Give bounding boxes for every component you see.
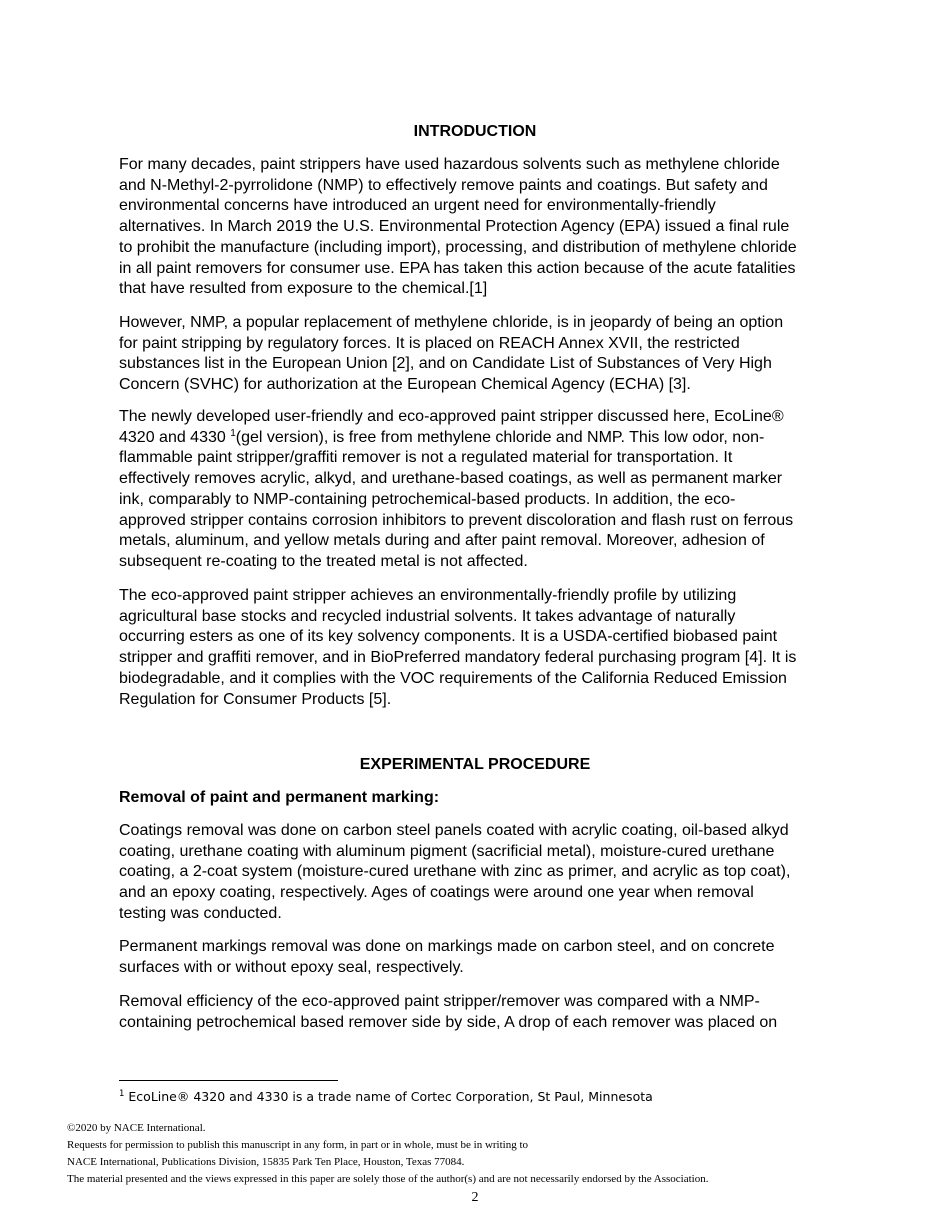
text-line: and an epoxy coating, respectively. Ages of coatings were around one year when removal (119, 884, 754, 902)
text-line: in all paint removers for consumer use. EPA has taken this action because of the acute fatalities (119, 259, 796, 277)
text-line: The eco-approved paint stripper achieves an environmentally-friendly profile by utilizing (119, 587, 737, 604)
text-line: flammable paint stripper/graffiti remover is not a regulated material for transportation. It (119, 449, 733, 467)
text-line: stripper and graffiti remover, and in BioPreferred mandatory federal purchasing program [4]. It is (119, 649, 797, 667)
text-line: and N-Methyl-2-pyrrolidone (NMP) to effectively remove paints and coatings. But safety and (119, 176, 768, 194)
text-line: Permanent markings removal was done on markings made on carbon steel, and on concrete (119, 938, 775, 955)
introduction-heading: INTRODUCTION (413, 123, 537, 140)
text-fragment: 4320 and 4330 (119, 428, 231, 446)
text-line: coating, urethane coating with aluminum pigment (sacrificial metal), moisture-cured urethane (119, 842, 775, 860)
legal-line: Requests for permission to publish this manuscript in any form, in part or in whole, must be in writing to (67, 1139, 529, 1151)
legal-line: The material presented and the views expressed in this paper are solely those of the author(s) and are not necessarily endorsed by the Association. (67, 1173, 709, 1185)
footnote (119, 1089, 653, 1104)
footnote-marker: 1 (119, 1089, 125, 1099)
text-line: occurring esters as one of its key solvency components. It is a USDA-certified biobased paint (119, 628, 778, 646)
text-line: testing was conducted. (119, 904, 282, 922)
text-line: Concern (SVHC) for authorization at the European Chemical Agency (ECHA) [3]. (119, 376, 691, 394)
footnote-text: EcoLine® 4320 and 4330 is a trade name of Cortec Corporation, St Paul, Minnesota (124, 1089, 653, 1104)
experimental-paragraph-1 (119, 821, 835, 925)
text-line: ink, comparably to NMP-containing petrochemical-based products. In addition, the eco- (119, 490, 736, 508)
copyright-notice (67, 1120, 708, 1188)
text-line: surfaces with or without epoxy seal, respectively. (119, 958, 464, 976)
text-line: effectively removes acrylic, alkyd, and urethane-based coatings, as well as permanent marker (119, 470, 783, 488)
footnote-reference: 1 (230, 427, 236, 439)
text-line: The newly developed user-friendly and eco-approved paint stripper discussed here, EcoLine® (119, 408, 784, 425)
text-line: metals, aluminum, and yellow metals during and after paint removal. Moreover, adhesion of (119, 532, 765, 550)
page-number: 2 (471, 1190, 479, 1205)
text-line: agricultural base stocks and recycled industrial solvents. It takes advantage of naturally (119, 607, 736, 625)
text-line: that have resulted from exposure to the chemical.[1] (119, 280, 488, 298)
experimental-subheading: Removal of paint and permanent marking: (119, 789, 440, 806)
text-line: to prohibit the manufacture (including import), processing, and distribution of methylene chloride (119, 238, 797, 256)
experimental-heading: EXPERIMENTAL PROCEDURE (359, 756, 591, 773)
experimental-paragraph-2 (119, 937, 835, 978)
text-line: approved stripper contains corrosion inhibitors to prevent discoloration and flash rust on ferrous (119, 511, 794, 529)
text-line: for paint stripping by regulatory forces. It is placed on REACH Annex XVII, the restricted (119, 334, 740, 352)
intro-paragraph-3 (119, 407, 835, 573)
footnote-divider (119, 1080, 338, 1081)
intro-paragraph-4 (119, 586, 835, 710)
text-fragment: (gel version), is free from methylene chloride and NMP. This low odor, non- (235, 428, 765, 446)
text-line: biodegradable, and it complies with the VOC requirements of the California Reduced Emission (119, 669, 787, 687)
text-line: alternatives. In March 2019 the U.S. Environmental Protection Agency (EPA) issued a final rule (119, 218, 790, 236)
legal-line: ©2020 by NACE International. (67, 1122, 206, 1134)
text-line: Removal efficiency of the eco-approved paint stripper/remover was compared with a NMP- (119, 993, 760, 1010)
intro-paragraph-2 (119, 313, 835, 396)
text-line: Regulation for Consumer Products [5]. (119, 690, 392, 708)
intro-paragraph-1 (119, 155, 835, 300)
text-line: However, NMP, a popular replacement of methylene chloride, is in jeopardy of being an option (119, 314, 784, 331)
text-line: substances list in the European Union [2], and on Candidate List of Substances of Very High (119, 355, 772, 373)
text-line-with-footnote (119, 428, 835, 449)
text-line: coating, a 2-coat system (moisture-cured urethane with zinc as primer, and acrylic as top coat), (119, 863, 791, 881)
text-line: containing petrochemical based remover side by side, A drop of each remover was placed on (119, 1013, 778, 1031)
text-line: For many decades, paint strippers have used hazardous solvents such as methylene chloride (119, 156, 780, 173)
text-line: environmental concerns have introduced an urgent need for environmentally-friendly (119, 197, 716, 215)
legal-line: NACE International, Publications Division, 15835 Park Ten Place, Houston, Texas 77084. (67, 1156, 465, 1168)
text-line: Coatings removal was done on carbon steel panels coated with acrylic coating, oil-based alkyd (119, 822, 789, 839)
experimental-paragraph-3 (119, 992, 835, 1033)
text-line: subsequent re-coating to the treated metal is not affected. (119, 552, 528, 570)
